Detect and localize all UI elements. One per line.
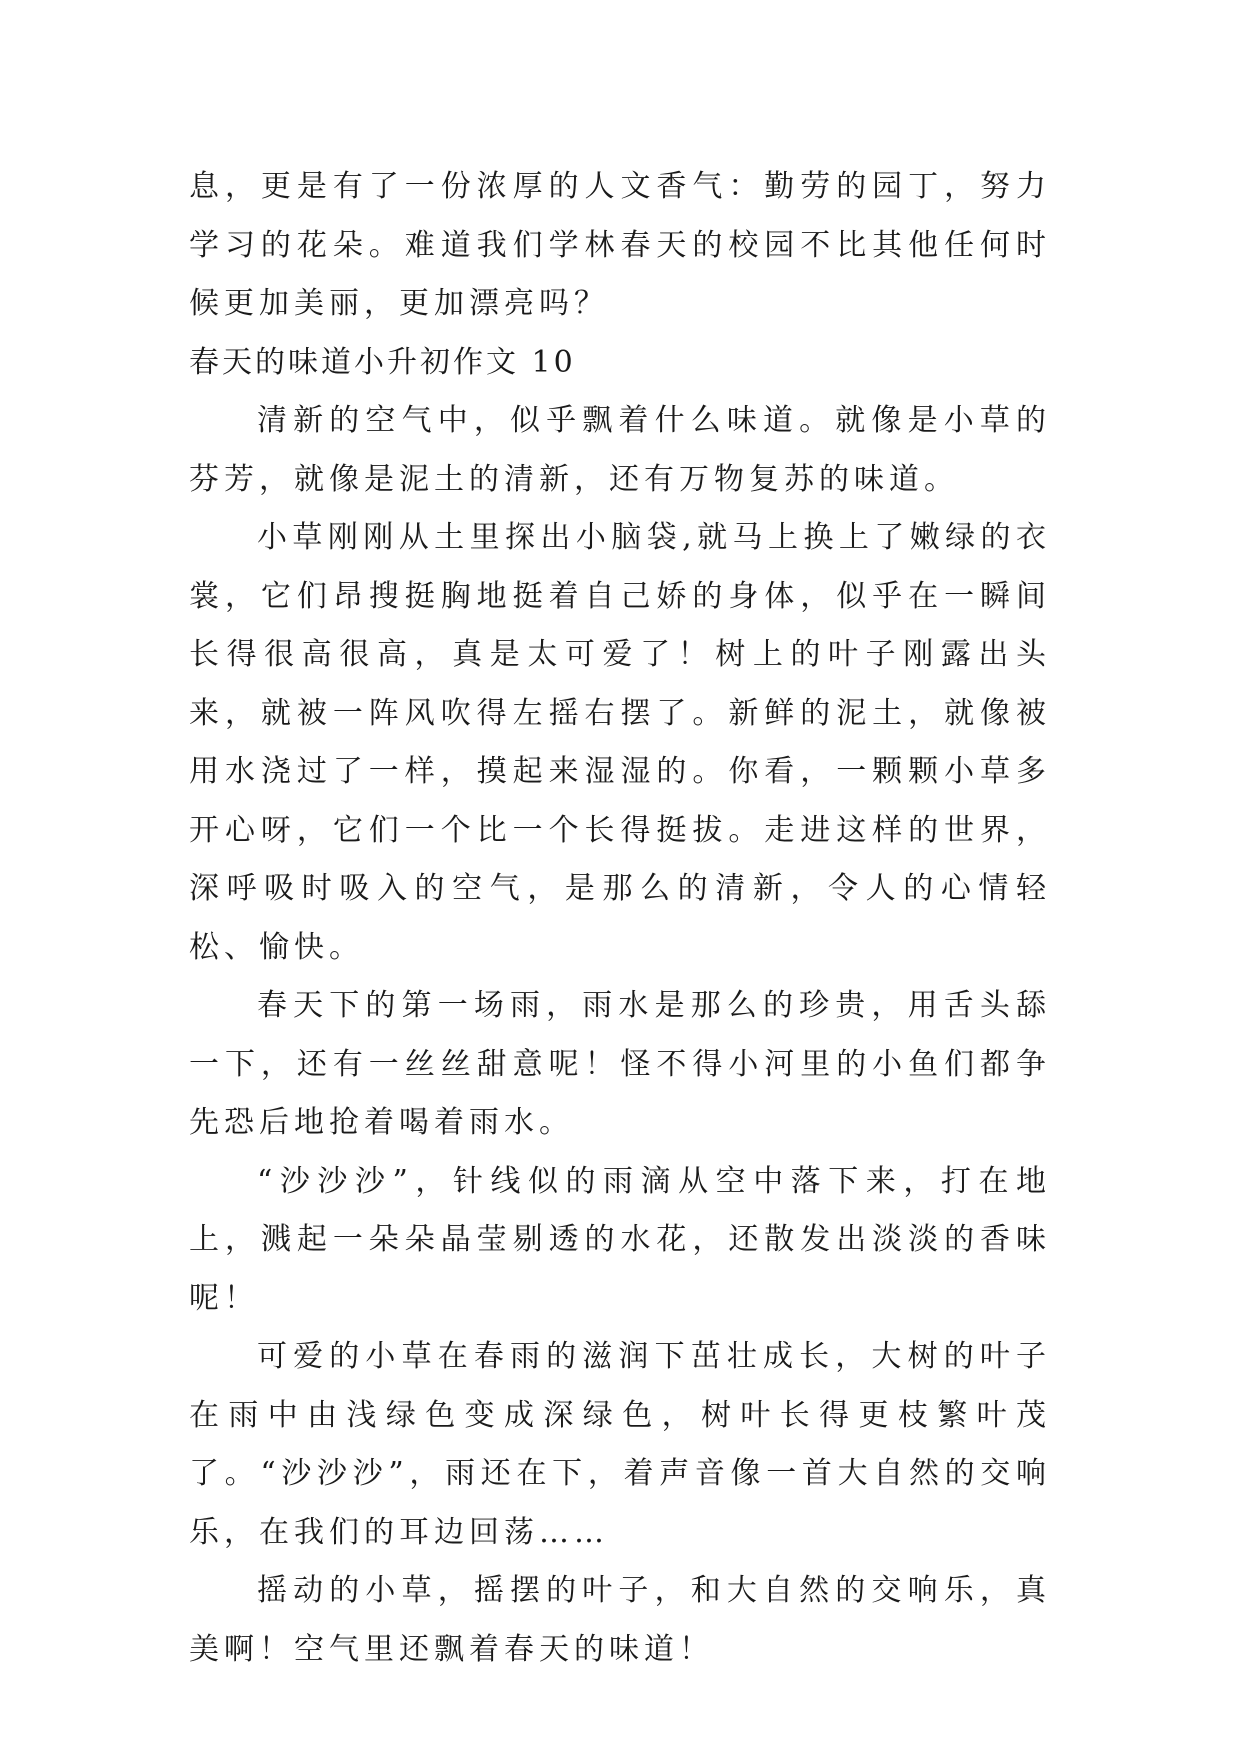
body-paragraph: 小草刚刚从土里探出小脑袋,就马上换上了嫩绿的衣裳，它们昂搜挺胸地挺着自己娇的身体，似乎在一瞬间长得很高很高，真是太可爱了！树上的叶子刚露出头来，就被一阵风吹得左摇右摆了。新鲜的泥土，就像被用水浇过了一样，摸起来湿湿的。你看，一颗颗小草多开心呀，它们一个比一个长得挺拔。走进这样的世界，深呼吸时吸入的空气，是那么的清新，令人的心情轻松、愉快。 [189, 520, 1051, 965]
body-paragraph: 可爱的小草在春雨的滋润下茁壮成长，大树的叶子在雨中由浅绿色变成深绿色，树叶长得更枝繁叶茂了。“沙沙沙”，雨还在下，着声音像一首大自然的交响乐，在我们的耳边回荡…… [189, 1339, 1051, 1550]
body-paragraph: 春天下的第一场雨，雨水是那么的珍贵，用舌头舔一下，还有一丝丝甜意呢！怪不得小河里的小鱼们都争先恐后地抢着喝着雨水。 [189, 988, 1051, 1140]
body-paragraph: 摇动的小草，摇摆的叶子，和大自然的交响乐，真美啊！空气里还飘着春天的味道！ [189, 1573, 1051, 1667]
body-paragraph: “沙沙沙”，针线似的雨滴从空中落下来，打在地上，溅起一朵朵晶莹剔透的水花，还散发出淡淡的香味呢！ [189, 1163, 1051, 1316]
continuation-paragraph: 息，更是有了一份浓厚的人文香气：勤劳的园丁，努力学习的花朵。难道我们学林春天的校园不比其他任何时候更加美丽，更加漂亮吗？ [189, 169, 1051, 321]
body-paragraph: 清新的空气中，似乎飘着什么味道。就像是小草的芬芳，就像是泥土的清新，还有万物复苏的味道。 [189, 403, 1051, 497]
document-body [189, 158, 1051, 1679]
essay-heading: 春天的味道小升初作文 10 [189, 344, 576, 380]
